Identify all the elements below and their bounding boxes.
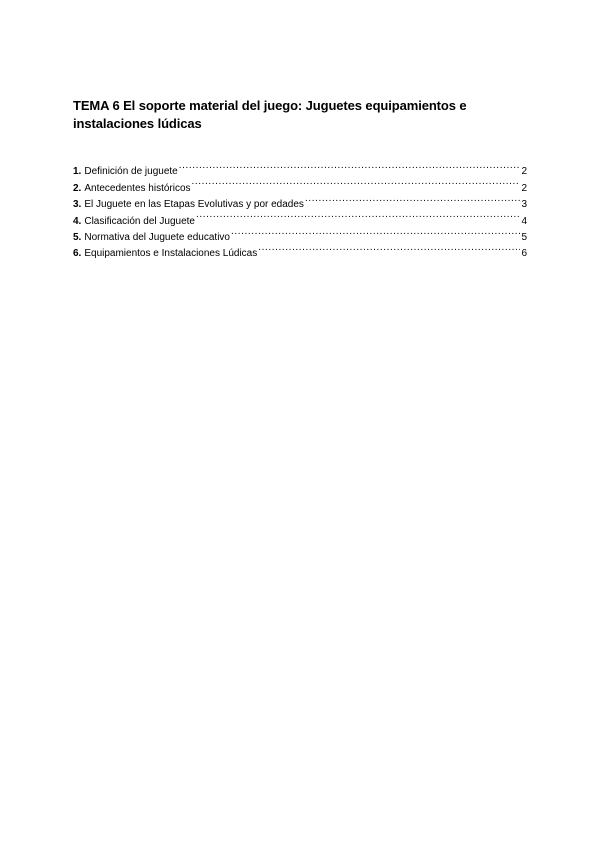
toc-entry-number: 5. <box>73 231 82 243</box>
toc-dot-leader <box>231 224 520 240</box>
toc-entry-number: 4. <box>73 215 82 227</box>
toc-entry-1[interactable] <box>73 158 527 178</box>
document-title: TEMA 6 El soporte material del juego: Juguetes equipamientos e instalaciones lúdicas <box>73 98 467 131</box>
toc-dot-leader <box>179 158 521 174</box>
toc-entry-page: 4 <box>521 215 527 227</box>
toc-dot-leader <box>196 207 520 223</box>
toc-entry-page: 6 <box>521 248 527 260</box>
toc-entry-label: Antecedentes históricos <box>84 182 191 194</box>
toc-entry-label: Definición de juguete <box>84 166 178 178</box>
toc-entry-number: 2. <box>73 182 82 194</box>
toc-entry-label: El Juguete en las Etapas Evolutivas y por edades <box>84 199 304 211</box>
toc-entry-label: Normativa del Juguete educativo <box>84 231 230 243</box>
toc-entry-page: 2 <box>521 166 527 178</box>
toc-dot-leader <box>192 174 521 190</box>
toc-entry-number: 6. <box>73 248 82 260</box>
toc-entry-label: Equipamientos e Instalaciones Lúdicas <box>84 248 258 260</box>
table-of-contents <box>73 158 527 260</box>
toc-entry-page: 5 <box>521 231 527 243</box>
toc-entry-page: 2 <box>521 182 527 194</box>
toc-entry-page: 3 <box>521 199 527 211</box>
toc-entry-number: 3. <box>73 199 82 211</box>
toc-dot-leader <box>258 240 520 256</box>
toc-entry-label: Clasificación del Juguete <box>84 215 195 227</box>
toc-entry-number: 1. <box>73 166 82 178</box>
toc-dot-leader <box>305 191 521 207</box>
